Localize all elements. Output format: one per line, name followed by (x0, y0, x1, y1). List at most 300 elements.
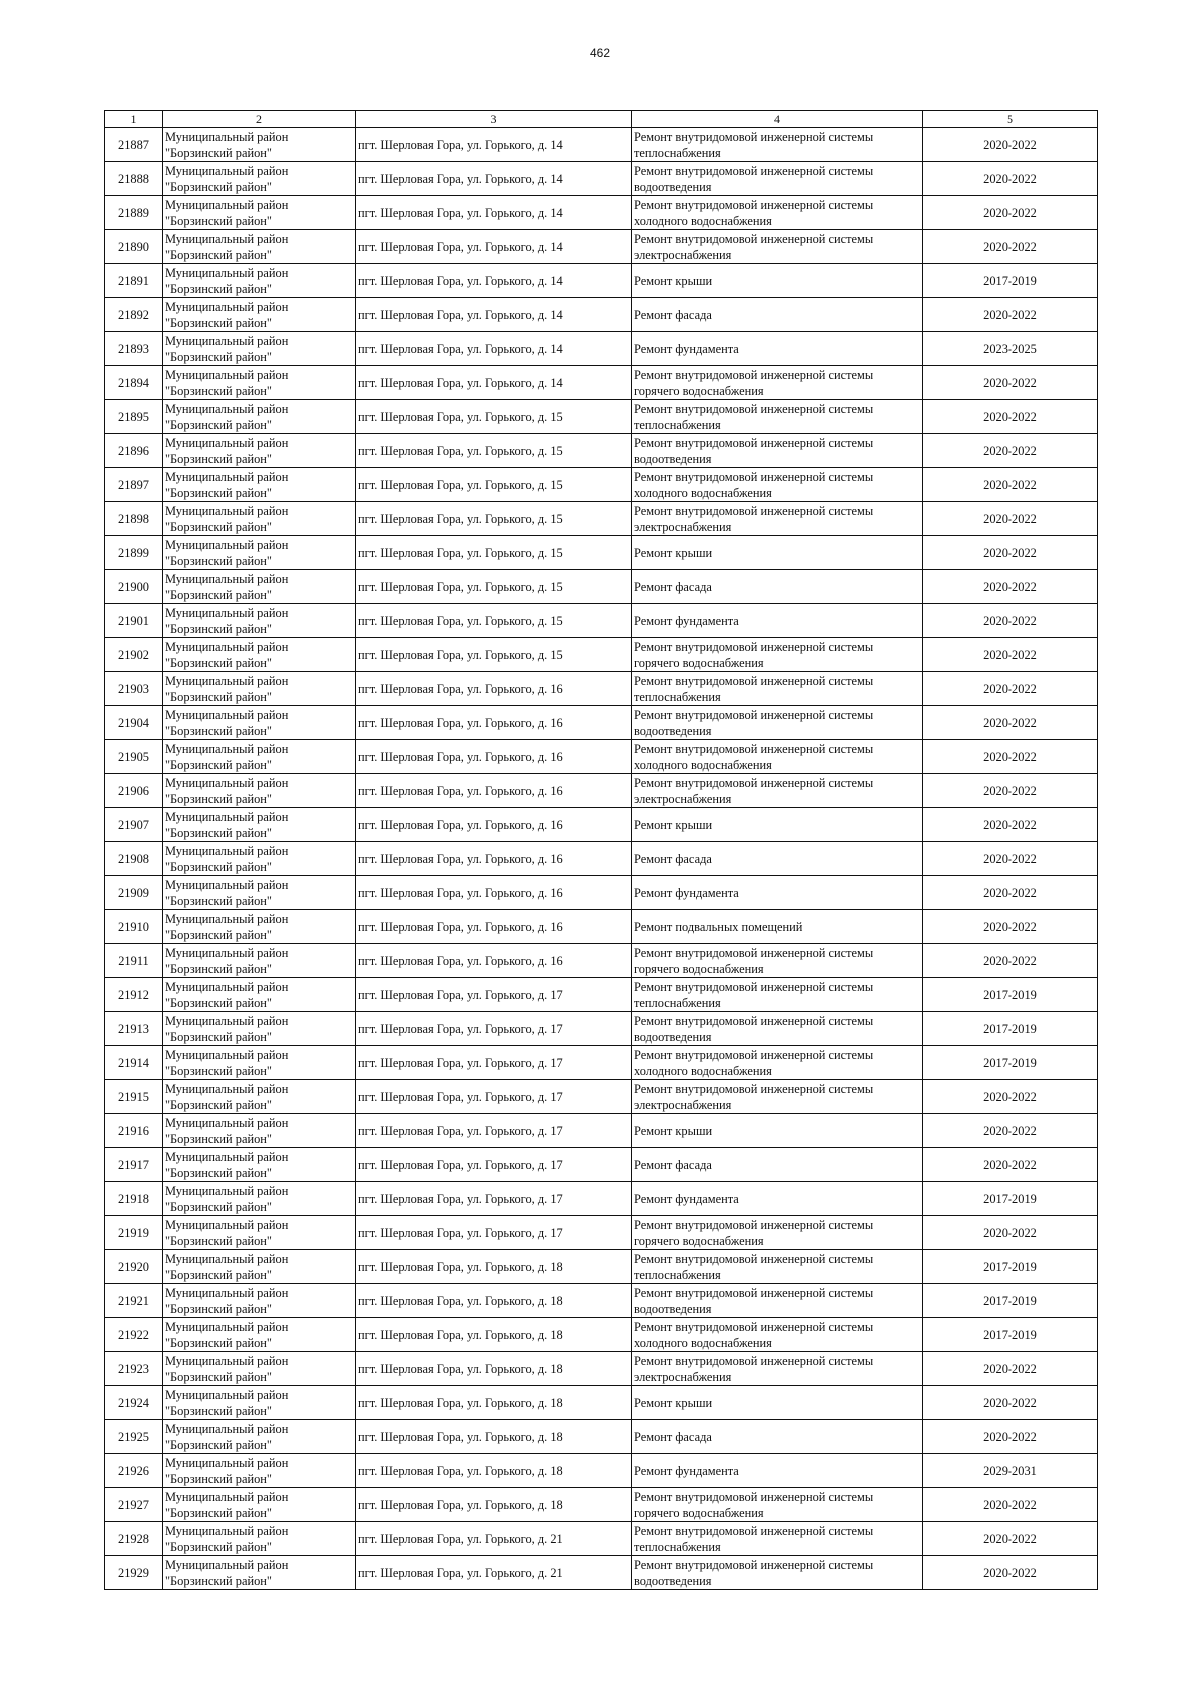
work-type-line-1: Ремонт внутридомовой инженерной системы (634, 945, 874, 960)
row-number: 21892 (105, 298, 163, 332)
table-row (105, 1250, 1098, 1284)
municipality-line-2: "Борзинский район" (165, 1267, 272, 1282)
work-type-cell (632, 910, 923, 944)
row-number: 21913 (105, 1012, 163, 1046)
row-number: 21925 (105, 1420, 163, 1454)
table-row (105, 468, 1098, 502)
row-number: 21929 (105, 1556, 163, 1590)
table-row (105, 162, 1098, 196)
header-col-3: 3 (356, 111, 632, 128)
municipality-line-2: "Борзинский район" (165, 859, 272, 874)
work-type-line-1: Ремонт фасада (634, 579, 712, 594)
address-cell: пгт. Шерловая Гора, ул. Горького, д. 18 (356, 1284, 632, 1318)
municipality-cell (163, 740, 356, 774)
municipality-line-2: "Борзинский район" (165, 213, 272, 228)
work-type-line-2: холодного водоснабжения (634, 213, 772, 228)
municipality-line-1: Муниципальный район (165, 129, 289, 144)
address-cell: пгт. Шерловая Гора, ул. Горького, д. 16 (356, 910, 632, 944)
header-row (105, 111, 1098, 128)
table-row (105, 366, 1098, 400)
address-cell: пгт. Шерловая Гора, ул. Горького, д. 17 (356, 978, 632, 1012)
municipality-cell (163, 978, 356, 1012)
municipality-line-2: "Борзинский район" (165, 587, 272, 602)
municipality-cell (163, 1216, 356, 1250)
table-row (105, 1114, 1098, 1148)
work-type-line-2: электроснабжения (634, 247, 732, 262)
work-type-line-1: Ремонт внутридомовой инженерной системы (634, 1557, 874, 1572)
table-row (105, 332, 1098, 366)
work-type-line-1: Ремонт фасада (634, 851, 712, 866)
table-row (105, 1522, 1098, 1556)
period-cell: 2020-2022 (923, 1488, 1098, 1522)
table-row (105, 298, 1098, 332)
period-cell: 2020-2022 (923, 570, 1098, 604)
period-cell: 2020-2022 (923, 604, 1098, 638)
municipality-line-1: Муниципальный район (165, 197, 289, 212)
work-type-line-1: Ремонт крыши (634, 1395, 713, 1410)
municipality-line-1: Муниципальный район (165, 707, 289, 722)
work-type-line-1: Ремонт внутридомовой инженерной системы (634, 1013, 874, 1028)
row-number: 21903 (105, 672, 163, 706)
municipality-cell (163, 196, 356, 230)
municipality-line-2: "Борзинский район" (165, 1335, 272, 1350)
work-type-cell (632, 128, 923, 162)
municipality-line-1: Муниципальный район (165, 1489, 289, 1504)
municipality-line-1: Муниципальный район (165, 1455, 289, 1470)
period-cell: 2020-2022 (923, 128, 1098, 162)
municipality-line-1: Муниципальный район (165, 877, 289, 892)
row-number: 21915 (105, 1080, 163, 1114)
row-number: 21905 (105, 740, 163, 774)
work-type-line-2: теплоснабжения (634, 689, 721, 704)
period-cell: 2020-2022 (923, 876, 1098, 910)
municipality-cell (163, 1454, 356, 1488)
work-type-line-1: Ремонт внутридомовой инженерной системы (634, 741, 874, 756)
table-row (105, 978, 1098, 1012)
work-type-line-1: Ремонт фундамента (634, 613, 739, 628)
table-row (105, 638, 1098, 672)
period-cell: 2020-2022 (923, 366, 1098, 400)
table-row (105, 604, 1098, 638)
period-cell: 2020-2022 (923, 468, 1098, 502)
municipality-cell (163, 774, 356, 808)
row-number: 21921 (105, 1284, 163, 1318)
period-cell: 2020-2022 (923, 230, 1098, 264)
address-cell: пгт. Шерловая Гора, ул. Горького, д. 17 (356, 1182, 632, 1216)
work-type-line-2: горячего водоснабжения (634, 383, 764, 398)
municipality-cell (163, 876, 356, 910)
period-cell: 2020-2022 (923, 298, 1098, 332)
address-cell: пгт. Шерловая Гора, ул. Горького, д. 14 (356, 230, 632, 264)
period-cell: 2020-2022 (923, 196, 1098, 230)
table-row (105, 1216, 1098, 1250)
work-type-line-2: горячего водоснабжения (634, 961, 764, 976)
work-type-cell (632, 502, 923, 536)
municipality-line-2: "Борзинский район" (165, 179, 272, 194)
municipality-line-2: "Борзинский район" (165, 485, 272, 500)
municipality-line-2: "Борзинский район" (165, 1233, 272, 1248)
work-type-line-1: Ремонт внутридомовой инженерной системы (634, 1353, 874, 1368)
municipality-cell (163, 1080, 356, 1114)
municipality-line-1: Муниципальный район (165, 911, 289, 926)
municipality-line-2: "Борзинский район" (165, 1505, 272, 1520)
period-cell: 2020-2022 (923, 400, 1098, 434)
row-number: 21898 (105, 502, 163, 536)
work-type-cell (632, 876, 923, 910)
municipality-line-2: "Борзинский район" (165, 451, 272, 466)
table-row (105, 1148, 1098, 1182)
municipality-cell (163, 1046, 356, 1080)
row-number: 21902 (105, 638, 163, 672)
municipality-cell (163, 1148, 356, 1182)
municipality-line-2: "Борзинский район" (165, 519, 272, 534)
period-cell: 2020-2022 (923, 944, 1098, 978)
work-type-line-1: Ремонт внутридомовой инженерной системы (634, 1285, 874, 1300)
table-row (105, 1556, 1098, 1590)
work-type-cell (632, 774, 923, 808)
row-number: 21907 (105, 808, 163, 842)
municipality-line-1: Муниципальный район (165, 367, 289, 382)
municipality-line-2: "Борзинский район" (165, 1199, 272, 1214)
municipality-line-1: Муниципальный район (165, 1421, 289, 1436)
municipality-line-1: Муниципальный район (165, 299, 289, 314)
period-cell: 2020-2022 (923, 672, 1098, 706)
work-type-line-1: Ремонт внутридомовой инженерной системы (634, 435, 874, 450)
work-type-cell (632, 1454, 923, 1488)
municipality-line-2: "Борзинский район" (165, 655, 272, 670)
work-type-cell (632, 1114, 923, 1148)
municipality-line-1: Муниципальный район (165, 265, 289, 280)
work-type-line-1: Ремонт внутридомовой инженерной системы (634, 367, 874, 382)
row-number: 21917 (105, 1148, 163, 1182)
address-cell: пгт. Шерловая Гора, ул. Горького, д. 15 (356, 536, 632, 570)
row-number: 21919 (105, 1216, 163, 1250)
municipality-line-1: Муниципальный район (165, 1523, 289, 1538)
municipality-line-1: Муниципальный район (165, 639, 289, 654)
work-type-line-1: Ремонт крыши (634, 1123, 713, 1138)
row-number: 21926 (105, 1454, 163, 1488)
work-type-cell (632, 944, 923, 978)
municipality-line-1: Муниципальный район (165, 1217, 289, 1232)
address-cell: пгт. Шерловая Гора, ул. Горького, д. 15 (356, 502, 632, 536)
row-number: 21918 (105, 1182, 163, 1216)
work-type-cell (632, 1556, 923, 1590)
row-number: 21894 (105, 366, 163, 400)
work-type-line-1: Ремонт внутридомовой инженерной системы (634, 1047, 874, 1062)
address-cell: пгт. Шерловая Гора, ул. Горького, д. 18 (356, 1250, 632, 1284)
work-type-line-1: Ремонт фундамента (634, 341, 739, 356)
period-cell: 2020-2022 (923, 1420, 1098, 1454)
municipality-line-2: "Борзинский район" (165, 1573, 272, 1588)
table-row (105, 196, 1098, 230)
row-number: 21889 (105, 196, 163, 230)
table-row (105, 740, 1098, 774)
municipality-cell (163, 536, 356, 570)
period-cell: 2017-2019 (923, 1046, 1098, 1080)
municipality-cell (163, 1420, 356, 1454)
table-row (105, 672, 1098, 706)
municipality-cell (163, 128, 356, 162)
address-cell: пгт. Шерловая Гора, ул. Горького, д. 14 (356, 128, 632, 162)
work-type-line-1: Ремонт крыши (634, 273, 713, 288)
municipality-line-1: Муниципальный район (165, 1251, 289, 1266)
municipality-cell (163, 706, 356, 740)
row-number: 21922 (105, 1318, 163, 1352)
work-type-line-1: Ремонт внутридомовой инженерной системы (634, 231, 874, 246)
municipality-cell (163, 1182, 356, 1216)
period-cell: 2017-2019 (923, 1012, 1098, 1046)
municipality-line-2: "Борзинский район" (165, 1029, 272, 1044)
table-row (105, 536, 1098, 570)
work-type-line-1: Ремонт фасада (634, 307, 712, 322)
table-row (105, 1012, 1098, 1046)
municipality-line-2: "Борзинский район" (165, 1437, 272, 1452)
period-cell: 2020-2022 (923, 1114, 1098, 1148)
period-cell: 2017-2019 (923, 1250, 1098, 1284)
work-type-line-1: Ремонт внутридомовой инженерной системы (634, 673, 874, 688)
work-type-line-1: Ремонт внутридомовой инженерной системы (634, 1489, 874, 1504)
work-type-cell (632, 1420, 923, 1454)
work-type-cell (632, 1488, 923, 1522)
work-type-cell (632, 468, 923, 502)
row-number: 21906 (105, 774, 163, 808)
work-type-line-1: Ремонт внутридомовой инженерной системы (634, 775, 874, 790)
address-cell: пгт. Шерловая Гора, ул. Горького, д. 18 (356, 1352, 632, 1386)
table-row (105, 570, 1098, 604)
period-cell: 2020-2022 (923, 706, 1098, 740)
work-type-cell (632, 1352, 923, 1386)
municipality-cell (163, 400, 356, 434)
work-type-cell (632, 1012, 923, 1046)
address-cell: пгт. Шерловая Гора, ул. Горького, д. 16 (356, 740, 632, 774)
address-cell: пгт. Шерловая Гора, ул. Горького, д. 15 (356, 570, 632, 604)
address-cell: пгт. Шерловая Гора, ул. Горького, д. 15 (356, 468, 632, 502)
header-col-1: 1 (105, 111, 163, 128)
address-cell: пгт. Шерловая Гора, ул. Горького, д. 17 (356, 1080, 632, 1114)
row-number: 21912 (105, 978, 163, 1012)
row-number: 21890 (105, 230, 163, 264)
work-type-line-1: Ремонт фундамента (634, 1463, 739, 1478)
municipality-cell (163, 366, 356, 400)
address-cell: пгт. Шерловая Гора, ул. Горького, д. 14 (356, 332, 632, 366)
municipality-line-1: Муниципальный район (165, 741, 289, 756)
municipality-cell (163, 672, 356, 706)
work-type-cell (632, 1522, 923, 1556)
period-cell: 2029-2031 (923, 1454, 1098, 1488)
period-cell: 2020-2022 (923, 502, 1098, 536)
work-type-line-2: горячего водоснабжения (634, 655, 764, 670)
row-number: 21891 (105, 264, 163, 298)
table-row (105, 910, 1098, 944)
table-body (105, 128, 1098, 1590)
row-number: 21911 (105, 944, 163, 978)
address-cell: пгт. Шерловая Гора, ул. Горького, д. 14 (356, 298, 632, 332)
work-type-line-1: Ремонт внутридомовой инженерной системы (634, 129, 874, 144)
municipality-line-2: "Борзинский район" (165, 757, 272, 772)
work-type-cell (632, 1216, 923, 1250)
municipality-cell (163, 332, 356, 366)
period-cell: 2017-2019 (923, 264, 1098, 298)
row-number: 21896 (105, 434, 163, 468)
work-type-line-2: теплоснабжения (634, 145, 721, 160)
municipality-line-2: "Борзинский район" (165, 145, 272, 160)
municipality-line-2: "Борзинский район" (165, 1471, 272, 1486)
address-cell: пгт. Шерловая Гора, ул. Горького, д. 16 (356, 672, 632, 706)
work-type-line-1: Ремонт внутридомовой инженерной системы (634, 469, 874, 484)
municipality-cell (163, 1556, 356, 1590)
row-number: 21899 (105, 536, 163, 570)
period-cell: 2020-2022 (923, 910, 1098, 944)
address-cell: пгт. Шерловая Гора, ул. Горького, д. 14 (356, 196, 632, 230)
work-type-line-1: Ремонт внутридомовой инженерной системы (634, 197, 874, 212)
work-type-cell (632, 1318, 923, 1352)
municipality-line-2: "Борзинский район" (165, 383, 272, 398)
work-type-line-2: водоотведения (634, 1029, 712, 1044)
row-number: 21928 (105, 1522, 163, 1556)
municipality-line-2: "Борзинский район" (165, 1131, 272, 1146)
municipality-line-1: Муниципальный район (165, 1353, 289, 1368)
municipality-cell (163, 264, 356, 298)
work-type-line-2: холодного водоснабжения (634, 1335, 772, 1350)
municipality-line-1: Муниципальный район (165, 1013, 289, 1028)
page-number: 462 (589, 46, 611, 60)
municipality-cell (163, 434, 356, 468)
work-type-line-2: водоотведения (634, 723, 712, 738)
municipality-line-2: "Борзинский район" (165, 961, 272, 976)
municipality-line-1: Муниципальный район (165, 1319, 289, 1334)
municipality-line-2: "Борзинский район" (165, 349, 272, 364)
municipality-cell (163, 808, 356, 842)
work-type-cell (632, 536, 923, 570)
address-cell: пгт. Шерловая Гора, ул. Горького, д. 16 (356, 842, 632, 876)
period-cell: 2020-2022 (923, 638, 1098, 672)
address-cell: пгт. Шерловая Гора, ул. Горького, д. 14 (356, 162, 632, 196)
period-cell: 2020-2022 (923, 1352, 1098, 1386)
row-number: 21916 (105, 1114, 163, 1148)
row-number: 21927 (105, 1488, 163, 1522)
period-cell: 2020-2022 (923, 1080, 1098, 1114)
address-cell: пгт. Шерловая Гора, ул. Горького, д. 17 (356, 1046, 632, 1080)
municipality-cell (163, 1284, 356, 1318)
municipality-line-2: "Борзинский район" (165, 791, 272, 806)
municipality-line-1: Муниципальный район (165, 1285, 289, 1300)
municipality-cell (163, 638, 356, 672)
period-cell: 2020-2022 (923, 1556, 1098, 1590)
municipality-line-1: Муниципальный район (165, 435, 289, 450)
municipality-cell (163, 298, 356, 332)
municipality-line-2: "Борзинский район" (165, 893, 272, 908)
period-cell: 2017-2019 (923, 1182, 1098, 1216)
municipality-line-2: "Борзинский район" (165, 723, 272, 738)
work-type-cell (632, 672, 923, 706)
municipality-cell (163, 1250, 356, 1284)
work-type-cell (632, 1182, 923, 1216)
address-cell: пгт. Шерловая Гора, ул. Горького, д. 18 (356, 1420, 632, 1454)
table-row (105, 230, 1098, 264)
municipality-line-2: "Борзинский район" (165, 1097, 272, 1112)
municipality-cell (163, 230, 356, 264)
row-number: 21924 (105, 1386, 163, 1420)
period-cell: 2020-2022 (923, 1148, 1098, 1182)
address-cell: пгт. Шерловая Гора, ул. Горького, д. 21 (356, 1522, 632, 1556)
period-cell: 2017-2019 (923, 1318, 1098, 1352)
work-type-cell (632, 366, 923, 400)
address-cell: пгт. Шерловая Гора, ул. Горького, д. 14 (356, 264, 632, 298)
municipality-line-1: Муниципальный район (165, 673, 289, 688)
period-cell: 2020-2022 (923, 774, 1098, 808)
work-type-line-2: теплоснабжения (634, 1267, 721, 1282)
period-cell: 2020-2022 (923, 1216, 1098, 1250)
work-type-cell (632, 434, 923, 468)
row-number: 21897 (105, 468, 163, 502)
address-cell: пгт. Шерловая Гора, ул. Горького, д. 18 (356, 1386, 632, 1420)
work-type-line-2: электроснабжения (634, 1369, 732, 1384)
municipality-line-1: Муниципальный район (165, 945, 289, 960)
period-cell: 2020-2022 (923, 740, 1098, 774)
municipality-line-2: "Борзинский район" (165, 315, 272, 330)
municipality-cell (163, 1522, 356, 1556)
address-cell: пгт. Шерловая Гора, ул. Горького, д. 16 (356, 876, 632, 910)
row-number: 21895 (105, 400, 163, 434)
work-type-cell (632, 1080, 923, 1114)
work-type-line-1: Ремонт внутридомовой инженерной системы (634, 401, 874, 416)
work-type-line-1: Ремонт внутридомовой инженерной системы (634, 707, 874, 722)
table-row (105, 774, 1098, 808)
work-type-line-2: холодного водоснабжения (634, 485, 772, 500)
table-row (105, 400, 1098, 434)
work-type-cell (632, 740, 923, 774)
work-type-line-2: электроснабжения (634, 1097, 732, 1112)
work-type-line-1: Ремонт внутридомовой инженерной системы (634, 979, 874, 994)
municipality-line-1: Муниципальный район (165, 1081, 289, 1096)
municipality-line-2: "Борзинский район" (165, 247, 272, 262)
work-type-cell (632, 808, 923, 842)
address-cell: пгт. Шерловая Гора, ул. Горького, д. 17 (356, 1148, 632, 1182)
table-row (105, 434, 1098, 468)
table-row (105, 944, 1098, 978)
table-row (105, 502, 1098, 536)
work-type-cell (632, 604, 923, 638)
work-type-cell (632, 230, 923, 264)
work-type-cell (632, 1148, 923, 1182)
work-type-line-2: водоотведения (634, 179, 712, 194)
municipality-line-2: "Борзинский район" (165, 927, 272, 942)
work-type-line-1: Ремонт фасада (634, 1157, 712, 1172)
address-cell: пгт. Шерловая Гора, ул. Горького, д. 16 (356, 774, 632, 808)
municipality-line-1: Муниципальный район (165, 401, 289, 416)
municipality-line-1: Муниципальный район (165, 1557, 289, 1572)
work-type-line-1: Ремонт фасада (634, 1429, 712, 1444)
municipality-cell (163, 1114, 356, 1148)
address-cell: пгт. Шерловая Гора, ул. Горького, д. 18 (356, 1454, 632, 1488)
period-cell: 2020-2022 (923, 162, 1098, 196)
row-number: 21900 (105, 570, 163, 604)
municipality-cell (163, 162, 356, 196)
address-cell: пгт. Шерловая Гора, ул. Горького, д. 16 (356, 706, 632, 740)
municipality-line-1: Муниципальный район (165, 979, 289, 994)
work-type-line-2: электроснабжения (634, 519, 732, 534)
work-type-cell (632, 706, 923, 740)
table-row (105, 128, 1098, 162)
address-cell: пгт. Шерловая Гора, ул. Горького, д. 16 (356, 944, 632, 978)
municipality-line-1: Муниципальный район (165, 1149, 289, 1164)
municipality-line-2: "Борзинский район" (165, 1301, 272, 1316)
address-cell: пгт. Шерловая Гора, ул. Горького, д. 14 (356, 366, 632, 400)
row-number: 21901 (105, 604, 163, 638)
municipality-line-2: "Борзинский район" (165, 689, 272, 704)
municipality-line-2: "Борзинский район" (165, 1539, 272, 1554)
work-type-cell (632, 1386, 923, 1420)
